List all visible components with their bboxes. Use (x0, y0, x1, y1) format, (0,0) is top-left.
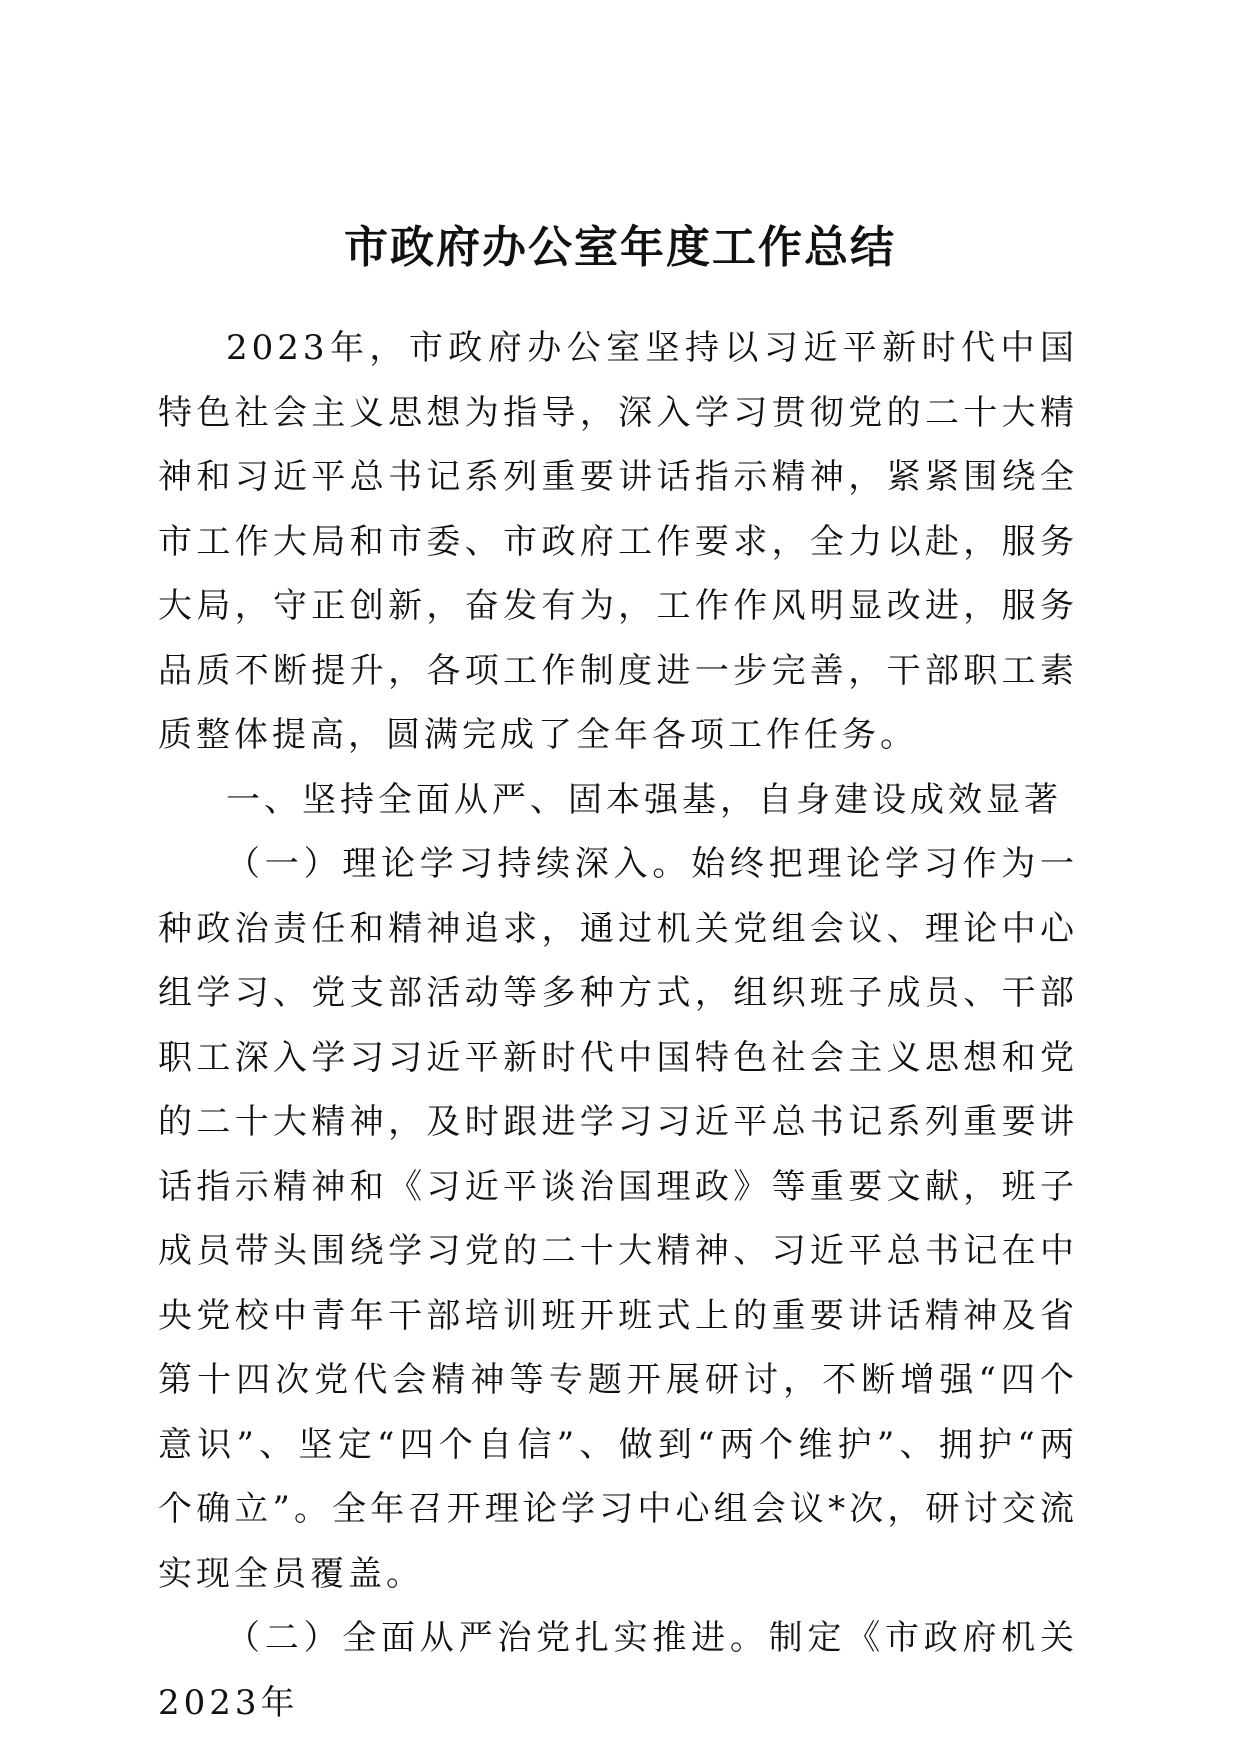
subsection-paragraph-1: （一）理论学习持续深入。始终把理论学习作为一种政治责任和精神追求，通过机关党组会议、理论中心组学习、党支部活动等多种方式，组织班子成员、干部职工深入学习习近平新时代中国特色社会主义思想和党的二十大精神，及时跟进学习习近平总书记系列重要讲话指示精神和《习近平谈治国理政》等重要文献，班子成员带头围绕学习党的二十大精神、习近平总书记在中央党校中青年干部培训班开班式上的重要讲话精神及省第十四次党代会精神等专题开展研讨，不断增强“四个意识”、坚定“四个自信”、做到“两个维护”、拥护“两个确立”。全年召开理论学习中心组会议*次，研讨交流实现全员覆盖。 (158, 844, 1078, 1594)
section-heading-1: 一、坚持全面从严、固本强基，自身建设成效显著 (226, 779, 1062, 820)
document-body (158, 316, 1078, 1735)
subsection-paragraph-2: （二）全面从严治党扎实推进。制定《市政府机关2023年 (158, 1618, 1078, 1723)
document-title: 市政府办公室年度工作总结 (344, 222, 896, 273)
intro-paragraph: 2023年，市政府办公室坚持以习近平新时代中国特色社会主义思想为指导，深入学习贯彻党的二十大精神和习近平总书记系列重要讲话指示精神，紧紧围绕全市工作大局和市委、市政府工作要求，全力以赴，服务大局，守正创新，奋发有为，工作作风明显改进，服务品质不断提升，各项工作制度进一步完善，干部职工素质整体提高，圆满完成了全年各项工作任务。 (158, 328, 1078, 755)
